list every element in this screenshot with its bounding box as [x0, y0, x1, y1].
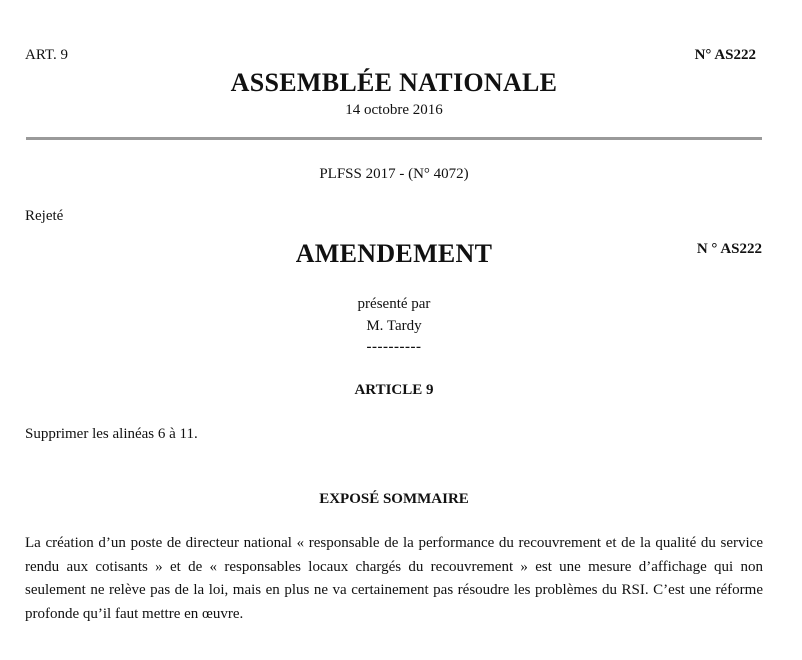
amendment-instruction: Supprimer les alinéas 6 à 11. — [25, 426, 198, 442]
author-name: M. Tardy — [366, 318, 422, 334]
summary-title: EXPOSÉ SOMMAIRE — [319, 491, 469, 507]
document-date: 14 octobre 2016 — [345, 102, 443, 118]
amendment-number-header: N° AS222 — [694, 47, 756, 63]
amendment-title: AMENDEMENT — [295, 239, 493, 268]
article-reference: ART. 9 — [25, 47, 68, 63]
presented-by-label: présenté par — [357, 296, 431, 312]
institution-title: ASSEMBLÉE NATIONALE — [230, 68, 558, 97]
summary-text: La création d’un poste de directeur national « responsable de la performance du recouvrement et de la qualité du service rendu aux cotisants » et de « responsables locaux chargés du recouvrement » est une mesure d’affichage qui non seulement ne relève pas de la loi, mais en plus ne va certainement pas résoudre les problèmes du RSI. C’est une réforme profonde qu’il faut mettre en œuvre. — [25, 535, 763, 622]
status-label: Rejeté — [25, 208, 64, 224]
header-divider — [26, 137, 762, 140]
article-title: ARTICLE 9 — [354, 382, 434, 398]
amendment-number: N ° AS222 — [696, 241, 762, 257]
separator-dashes: ---------- — [366, 339, 422, 355]
bill-reference: PLFSS 2017 - (N° 4072) — [319, 166, 469, 182]
